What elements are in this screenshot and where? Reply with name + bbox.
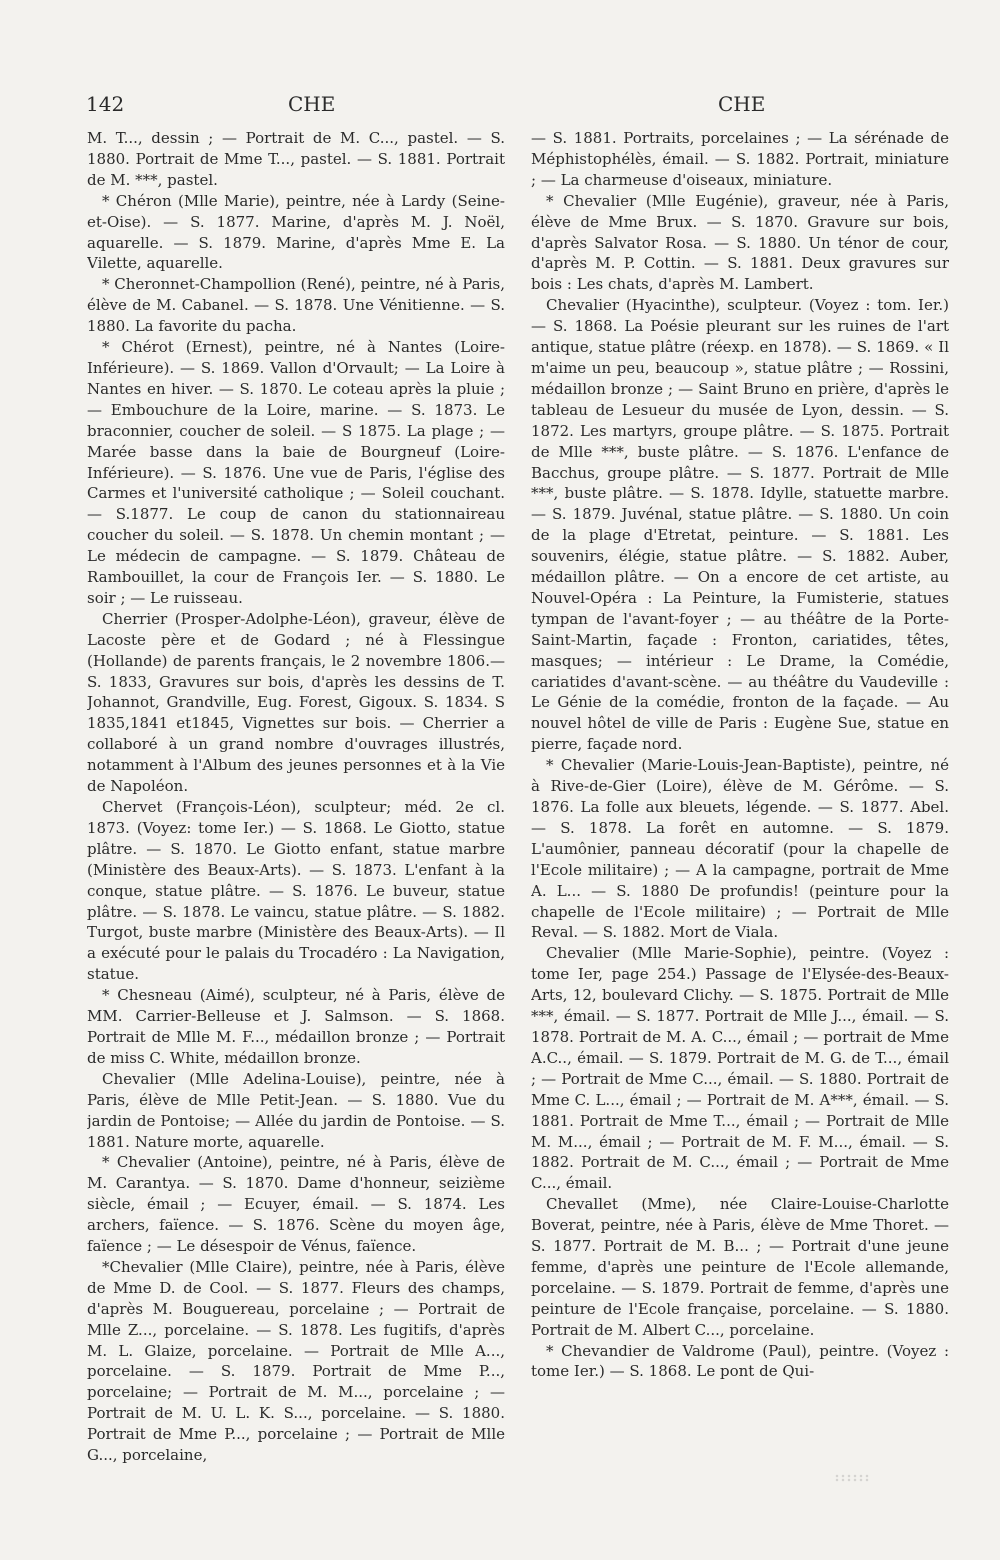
entry: Chervet (François-Léon), sculpteur; méd. 2e cl. 1873. (Voyez: tome Ier.) — S. 1868. Le Giotto, statue plâtre. — S. 1870. Le Giotto enfant, statue marbre (Ministère des Beaux-Arts). — S. 1873. L'enfant à la conque, statue plâtre. — S. 1876. Le buveur, statue plâtre. — S. 1878. Le vaincu, statue plâtre. — S. 1882. Turgot, buste marbre (Ministère des Beaux-Arts). — Il a exécuté pour le palais du Trocadéro : La Navigation, statue. bbox=[87, 798, 505, 984]
entry: Chevallet (Mme), née Claire-Louise-Charlotte Boverat, peintre, née à Paris, élève de Mme Thoret. — S. 1877. Portrait de M. B... ; — Portrait d'une jeune femme, d'après une peinture de l'Ecole allemande, porcelaine. — S. 1879. Portrait de femme, d'après une peinture de l'Ecole française, porcelaine. — S. 1880. Portrait de M. Albert C..., porcelaine. bbox=[531, 1195, 949, 1339]
running-head-right: CHE bbox=[718, 92, 766, 116]
left-column bbox=[87, 128, 505, 1473]
entry: * Chevalier (Mlle Eugénie), graveur, née à Paris, élève de Mme Brux. — S. 1870. Gravure sur bois, d'après Salvator Rosa. — S. 1880. Un ténor de cour, d'après M. P. Cottin. — S. 1881. Deux gravures sur bois : Les chats, d'après M. Lambert. bbox=[531, 191, 949, 294]
entry: Cherrier (Prosper-Adolphe-Léon), graveur, élève de Lacoste père et de Godard ; né à Flessingue (Hollande) de parents français, le 2 novembre 1806.— S. 1833, Gravures sur bois, d'après les dessins de T. Johannot, Grandville, Eug. Forest, Gigoux. S. 1834. S 1835,1841 et1845, Vignettes sur bois. — Cherrier a collaboré à un grand nombre d'ouvrages illustrés, notamment à l'Album des jeunes personnes et à la Vie de Napoléon. bbox=[87, 609, 505, 796]
entry: M. T..., dessin ; — Portrait de M. C..., pastel. — S. 1880. Portrait de Mme T..., pastel. — S. 1881. Portrait de M. ***, pastel. bbox=[87, 129, 505, 189]
entry: * Chérot (Ernest), peintre, né à Nantes (Loire-Inférieure). — S. 1869. Vallon d'Orvault; — La Loire à Nantes en hiver. — S. 1870. Le coteau après la pluie ; — Embouchure de la Loire, marine. — S. 1873. Le braconnier, coucher de soleil. — S 1875. La plage ; — Marée basse dans la baie de Bourgneuf (Loire-Inférieure). — S. 1876. Une vue de Paris, l'église des Carmes et l'université catholique ; — Soleil couchant. — S.1877. Le coup de canon du stationnaireau coucher du soleil. — S. 1878. Un chemin montant ; — Le médecin de campagne. — S. 1879. Château de Rambouillet, la cour de François Ier. — S. 1880. Le soir ; — Le ruisseau. bbox=[87, 338, 505, 607]
entry: * Chéron (Mlle Marie), peintre, née à Lardy (Seine-et-Oise). — S. 1877. Marine, d'après M. J. Noël, aquarelle. — S. 1879. Marine, d'après Mme E. La Vilette, aquarelle. bbox=[87, 191, 505, 273]
entry: * Cheronnet-Champollion (René), peintre, né à Paris, élève de M. Cabanel. — S. 1878. Une Vénitienne. — S. 1880. La favorite du pacha. bbox=[87, 275, 505, 336]
running-head-left: CHE bbox=[288, 92, 336, 116]
entry: *Chevalier (Mlle Claire), peintre, née à Paris, élève de Mme D. de Cool. — S. 1877. Fleurs des champs, d'après M. Bouguereau, porcelaine ; — Portrait de Mlle Z..., porcelaine. — S. 1878. Les fugitifs, d'après M. L. Glaize, porcelaine. — Portrait de Mlle A..., porcelaine. — S. 1879. Portrait de Mme P..., porcelaine; — Portrait de M. M..., porcelaine ; — Portrait de M. U. L. K. S..., porcelaine. — S. 1880. Portrait de Mme P..., porcelaine ; — Portrait de Mlle G..., porcelaine, bbox=[87, 1257, 505, 1465]
entry: * Chevalier (Marie-Louis-Jean-Baptiste), peintre, né à Rive-de-Gier (Loire), élève de M. Gérôme. — S. 1876. La folle aux bleuets, légende. — S. 1877. Abel. — S. 1878. La forêt en automne. — S. 1879. L'aumônier, panneau décoratif (pour la chapelle de l'Ecole militaire) ; — A la campagne, portrait de Mme A. L... — S. 1880 De profundis! (peinture pour la chapelle de l'Ecole militaire) ; — Portrait de Mlle Reval. — S. 1882. Mort de Viala. bbox=[531, 756, 949, 942]
page-number: 142 bbox=[86, 92, 125, 116]
entry: * Chesneau (Aimé), sculpteur, né à Paris, élève de MM. Carrier-Belleuse et J. Salmson. — S. 1868. Portrait de Mlle M. F..., médaillon bronze ; — Portrait de miss C. White, médaillon bronze. bbox=[87, 986, 505, 1067]
entry: Chevalier (Hyacinthe), sculpteur. (Voyez : tom. Ier.) — S. 1868. La Poésie pleurant sur les ruines de l'art antique, statue plâtre (réexp. en 1878). — S. 1869. « Il m'aime un peu, beaucoup », statue plâtre ; — Rossini, médaillon bronze ; — Saint Bruno en prière, d'après le tableau de Lesueur du musée de Lyon, dessin. — S. 1872. Les martyrs, groupe plâtre. — S. 1875. Portrait de Mlle ***, buste plâtre. — S. 1876. L'enfance de Bacchus, groupe plâtre. — S. 1877. Portrait de Mlle ***, buste plâtre. — S. 1878. Idylle, statuette marbre. — S. 1879. Juvénal, statue plâtre. — S. 1880. Un coin de la plage d'Etretat, peinture. — S. 1881. Les souvenirs, élégie, statue plâtre. — S. 1882. Auber, médaillon plâtre. — On a encore de cet artiste, au Nouvel-Opéra : La Peinture, la Fumisterie, statues tympan de l'avant-foyer ; — au théâtre de la Porte-Saint-Martin, façade : Fronton, cariatides, têtes, masques; — intérieur : Le Drame, la Comédie, cariatides d'avant-scène. — au théâtre du Vaudeville : Le Génie de la comédie, fronton de la façade. — Au nouvel hôtel de ville de Paris : Eugène Sue, statue en pierre, façade nord. bbox=[531, 296, 949, 754]
entry: — S. 1881. Portraits, porcelaines ; — La sérénade de Méphistophélès, émail. — S. 1882. Portrait, miniature ; — La charmeuse d'oiseaux, miniature. bbox=[531, 129, 949, 189]
entry: * Chevandier de Valdrome (Paul), peintre. (Voyez : tome Ier.) — S. 1868. Le pont de Qui- bbox=[531, 1341, 949, 1381]
entry: Chevalier (Mlle Marie-Sophie), peintre. (Voyez : tome Ier, page 254.) Passage de l'Elysée-des-Beaux-Arts, 12, boulevard Clichy. — S. 1875. Portrait de Mlle ***, émail. — S. 1877. Portrait de Mlle J..., émail. — S. 1878. Portrait de M. A. C..., émail ; — portrait de Mme A.C.., émail. — S. 1879. Portrait de M. G. de T..., émail ; — Portrait de Mme C..., émail. — S. 1880. Portrait de Mme C. L..., émail ; — Portrait de M. A***, émail. — S. 1881. Portrait de Mme T..., émail ; — Portrait de Mlle M. M..., émail ; — Portrait de M. F. M..., émail. — S. 1882. Portrait de M. C..., émail ; — Portrait de Mme C..., émail. bbox=[531, 944, 949, 1193]
entry: Chevalier (Mlle Adelina-Louise), peintre, née à Paris, élève de Mlle Petit-Jean. — S. 1880. Vue du jardin de Pontoise; — Allée du jardin de Pontoise. — S. 1881. Nature morte, aquarelle. bbox=[87, 1069, 505, 1151]
scan-speck bbox=[834, 1474, 870, 1482]
entry: * Chevalier (Antoine), peintre, né à Paris, élève de M. Carantya. — S. 1870. Dame d'honneur, seizième siècle, émail ; — Ecuyer, émail. — S. 1874. Les archers, faïence. — S. 1876. Scène du moyen âge, faïence ; — Le désespoir de Vénus, faïence. bbox=[87, 1153, 505, 1256]
page-header bbox=[0, 92, 1000, 120]
right-column bbox=[531, 128, 949, 1473]
